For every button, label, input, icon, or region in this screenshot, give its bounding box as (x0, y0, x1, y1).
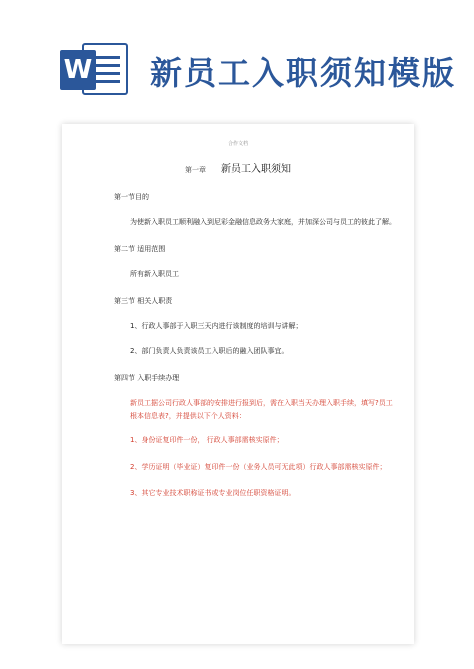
section-heading: 第四节 入职手续办理 (114, 374, 180, 382)
section-heading: 第三节 相关人职责 (114, 297, 173, 305)
paragraph: 1、行政人事部于入职三天内进行该制度的培训与讲解； (130, 322, 303, 330)
chapter-name: 新员工入职须知 (221, 164, 292, 175)
red-paragraph: 1、身份证复印件一份， 行政人事部需核实原件； (130, 436, 284, 444)
paragraph: 2、部门负责人负责该员工入职后的融入团队事宜。 (130, 347, 289, 355)
paragraph: 为使新入职员工顺利融入到尼彩金融信息政务大家庭，并加深公司与员工的彼此了解。 (130, 218, 396, 226)
red-paragraph: 3、其它专业技术职称证书或专业岗位任职资格证明。 (130, 489, 296, 497)
page-header: 合作文档 (227, 141, 248, 147)
document-page (62, 124, 414, 644)
paragraph: 所有新入职员工 (130, 270, 179, 278)
red-paragraph: 新员工据公司行政人事部的安排进行报到后，需在入职当天办理入职手续，填写?员工 (130, 399, 393, 407)
section-heading: 第一节目的 (114, 193, 149, 201)
word-icon (60, 40, 130, 98)
chapter-number: 第一章 (184, 166, 206, 174)
red-paragraph: 2、学历证明（毕业证）复印件一份（业务人员可无此项）行政人事部需核实原件； (130, 463, 387, 471)
banner-title: 新员工入职须知模版 (150, 54, 457, 92)
word-badge: W (60, 50, 96, 90)
banner (0, 0, 474, 120)
red-paragraph: 根本信息表?，并提供以下个人资料： (130, 412, 246, 420)
section-heading: 第二节 适用范围 (114, 245, 166, 253)
chapter-title (62, 157, 414, 176)
